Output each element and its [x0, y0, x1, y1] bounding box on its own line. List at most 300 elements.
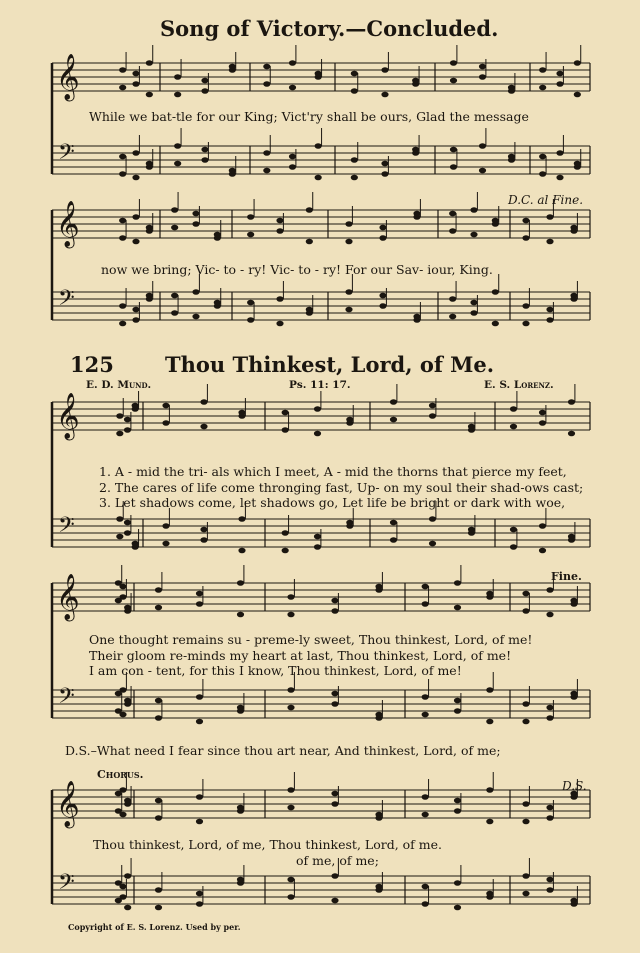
system-5-treble-notehead [124, 798, 131, 804]
system-4-treble-notehead [155, 605, 162, 611]
system-4-treble-notehead [375, 584, 382, 590]
system-2-treble-notehead [119, 218, 126, 224]
system-1-bass-notehead [146, 161, 153, 167]
system-3-treble-notehead [314, 431, 321, 437]
system-2-treble-notehead [192, 221, 199, 227]
ds-lyrics-line: D.S.–What need I fear since thou art near, And thinkest, Lord, of me; [65, 743, 501, 758]
chorus-bass-lyrics: of me, of me; [296, 853, 379, 868]
system-2-bass-notehead [492, 321, 499, 327]
system-2-treble-notehead [171, 225, 178, 231]
system-1-bass-notehead [289, 154, 296, 160]
page-title: Song of Victory.—Concluded. [160, 16, 499, 41]
system-2-treble-notehead [247, 232, 254, 238]
system-1-bass-notehead [174, 161, 181, 167]
system-3-treble-notehead [132, 403, 139, 409]
system-3-treble-notehead [429, 403, 436, 409]
system-3-treble-notehead [510, 424, 517, 430]
system-2-bass-notehead [345, 289, 352, 295]
system-1-bass-notehead [119, 171, 126, 177]
system-4-treble-notehead [155, 587, 162, 593]
system-2-treble-notehead [379, 225, 386, 231]
system-3-treble-clef: 𝄞 [56, 393, 80, 439]
system-5-bass-notehead [331, 873, 338, 879]
system-3-bass-notehead [124, 520, 131, 526]
system-4-bass-notehead [375, 712, 382, 718]
system-4-bass-clef: 𝄢 [58, 684, 75, 714]
system-1-bass-notehead [381, 161, 388, 167]
system-4-bass-notehead [196, 719, 203, 725]
system-1-treble-notehead [381, 92, 388, 98]
system-1-treble-notehead [539, 67, 546, 73]
system-2-bass-notehead [119, 321, 126, 327]
system-5-bass-notehead [522, 891, 529, 897]
hymn-number: 125 [70, 352, 114, 377]
system-1-bass-notehead [351, 175, 358, 181]
system-1-bass-clef: 𝄢 [58, 140, 75, 170]
system-2-bass-notehead [470, 310, 477, 316]
system-1-bass-notehead [289, 164, 296, 170]
system-5-treble-clef: 𝄞 [56, 781, 80, 827]
system-4-treble-notehead [570, 598, 577, 604]
system-1-bass-notehead [174, 143, 181, 149]
system-1-treble-notehead [201, 88, 208, 94]
system-5-bass-notehead [119, 884, 126, 890]
system-1-treble-notehead [508, 85, 515, 91]
system-1-bass-notehead [479, 143, 486, 149]
system-5-bass-notehead [570, 898, 577, 904]
system-4-treble-notehead [522, 591, 529, 597]
system-2-bass-notehead [276, 321, 283, 327]
chorus-lyrics: Thou thinkest, Lord, of me, Thou thinkest, Lord, of me. [93, 837, 443, 852]
system-3-bass-notehead [162, 523, 169, 529]
system-1-bass-notehead [315, 143, 322, 149]
system-3-bass-notehead [510, 544, 517, 550]
system-2-treble-notehead [470, 232, 477, 238]
author-credit: E. D. Mund. [86, 379, 152, 391]
system-2-bass-notehead [546, 317, 553, 323]
system-2-bass-notehead [345, 307, 352, 313]
system-2-treble-notehead [132, 239, 139, 245]
system-4-bass-notehead [422, 694, 429, 700]
system-5-bass-notehead [124, 905, 131, 911]
system-3-treble-notehead [510, 406, 517, 412]
section1-lyrics-line2: now we bring; Vic- to - ry! Vic- to - ry! For our Sav- iour, King. [101, 262, 493, 277]
system-2-bass-notehead [306, 307, 313, 313]
system-4-treble-notehead [422, 601, 429, 607]
system-1-bass-notehead [539, 154, 546, 160]
system-3-bass-notehead [429, 541, 436, 547]
system-5-bass-notehead [155, 905, 162, 911]
system-2-treble-notehead [522, 218, 529, 224]
scripture-reference: Ps. 11: 17. [289, 379, 351, 391]
system-3-bass-notehead [539, 548, 546, 554]
system-1-treble-notehead [132, 81, 139, 87]
system-2-treble-notehead [214, 232, 221, 238]
system-3-bass-notehead [314, 544, 321, 550]
system-4-bass-notehead [287, 687, 294, 693]
system-4-treble-notehead [422, 584, 429, 590]
system-2-treble-notehead [379, 235, 386, 241]
system-1-bass-notehead [119, 154, 126, 160]
system-1-bass-notehead [412, 147, 419, 153]
system-3-bass-notehead [116, 516, 123, 522]
system-1-bass-notehead [508, 154, 515, 160]
copyright-notice: Copyright of E. S. Lorenz. Used by per. [68, 922, 241, 932]
system-2-bass-notehead [379, 293, 386, 299]
verse-1-line1: 1. A - mid the tri- als which I meet, A - mid the thorns that pierce my feet, [99, 464, 567, 479]
system-4-treble-notehead [119, 594, 126, 600]
system-1-treble-notehead [574, 92, 581, 98]
system-1-bass-notehead [351, 157, 358, 163]
system-1-treble-notehead [556, 71, 563, 77]
system-4-treble-notehead [454, 580, 461, 586]
system-4-bass-notehead [331, 691, 338, 697]
dc-al-fine-marking: D.C. al Fine. [508, 193, 584, 207]
system-2-treble-notehead [449, 211, 456, 217]
system-3-treble-notehead [390, 417, 397, 423]
system-4-treble-notehead [237, 580, 244, 586]
verses-part2 [89, 632, 532, 679]
system-1-bass-notehead [574, 161, 581, 167]
system-3-treble-notehead [238, 410, 245, 416]
system-1-bass-notehead [132, 175, 139, 181]
system-3-bass-notehead [132, 541, 139, 547]
system-2-bass-notehead [379, 303, 386, 309]
system-3-treble-notehead [200, 399, 207, 405]
system-2-treble-notehead [449, 228, 456, 234]
system-1-treble-notehead [119, 67, 126, 73]
system-3-treble-notehead [116, 431, 123, 437]
system-4-treble-notehead [331, 608, 338, 614]
system-1-treble-notehead [174, 74, 181, 80]
system-3-bass-notehead [568, 534, 575, 540]
system-4-bass-notehead [119, 712, 126, 718]
section1-lyrics-line1: While we bat-tle for our King; Vict'ry shall be ours, Glad the message [89, 109, 529, 124]
system-3-treble-notehead [282, 427, 289, 433]
system-3-bass-notehead [162, 541, 169, 547]
system-5-treble-notehead [287, 787, 294, 793]
system-1-bass-notehead [229, 168, 236, 174]
system-5-treble-notehead [546, 815, 553, 821]
system-2-bass-notehead [132, 317, 139, 323]
system-4-bass-notehead [331, 701, 338, 707]
system-2-bass-notehead [119, 303, 126, 309]
system-1-treble-notehead [539, 85, 546, 91]
system-5-bass-notehead [155, 887, 162, 893]
system-2-bass-notehead [132, 307, 139, 313]
system-5-bass-clef: 𝄢 [58, 870, 75, 900]
verse-3-line1: 3. Let shadows come, let shadows go, Let life be bright or dark with woe, [99, 495, 566, 510]
system-3-treble-notehead [162, 403, 169, 409]
system-3-treble-notehead [468, 424, 475, 430]
system-2-bass-notehead [570, 293, 577, 299]
system-1-treble-notehead [289, 60, 296, 66]
system-5-bass-notehead [287, 877, 294, 883]
system-5-treble-notehead [454, 798, 461, 804]
system-1-treble-notehead [229, 64, 236, 70]
system-2-bass-clef: 𝄢 [58, 286, 75, 316]
system-1-treble-notehead [289, 85, 296, 91]
system-1-treble-notehead [351, 71, 358, 77]
system-5-treble-notehead [119, 812, 126, 818]
system-1-bass-notehead [263, 168, 270, 174]
system-3-bass-notehead [282, 530, 289, 536]
system-1-bass-notehead [556, 150, 563, 156]
system-4-bass-notehead [237, 705, 244, 711]
system-2-treble-notehead [492, 218, 499, 224]
system-2-treble-notehead [247, 214, 254, 220]
system-4-treble-notehead [287, 612, 294, 618]
system-5-treble-notehead [237, 805, 244, 811]
system-4-bass-notehead [155, 715, 162, 721]
system-2-bass-notehead [522, 321, 529, 327]
system-1-bass-notehead [479, 168, 486, 174]
system-5-bass-notehead [287, 894, 294, 900]
system-1-treble-notehead [315, 71, 322, 77]
system-1-treble-notehead [574, 60, 581, 66]
system-5-bass-notehead [454, 880, 461, 886]
system-2-bass-notehead [470, 300, 477, 306]
fine-marking: Fine. [551, 570, 582, 583]
system-4-bass-notehead [454, 708, 461, 714]
system-5-bass-notehead [119, 894, 126, 900]
system-3-bass-notehead [124, 530, 131, 536]
composer-credit: E. S. Lorenz. [484, 379, 554, 391]
system-2-bass-notehead [146, 293, 153, 299]
system-2-treble-notehead [132, 214, 139, 220]
system-4-treble-notehead [287, 594, 294, 600]
system-1-treble-notehead [174, 92, 181, 98]
system-2-bass-notehead [492, 289, 499, 295]
system-3-bass-notehead [238, 516, 245, 522]
system-3-treble-notehead [539, 410, 546, 416]
system-5-treble-notehead [155, 815, 162, 821]
system-1-treble-notehead [479, 74, 486, 80]
system-3-treble-notehead [539, 420, 546, 426]
system-4-treble-notehead [486, 591, 493, 597]
system-3-bass-notehead [429, 516, 436, 522]
system-2-treble-notehead [522, 235, 529, 241]
system-3-bass-notehead [468, 527, 475, 533]
system-5-treble-notehead [196, 794, 203, 800]
system-3-treble-notehead [429, 413, 436, 419]
system-5-bass-notehead [546, 887, 553, 893]
system-2-bass-notehead [192, 289, 199, 295]
system-3-bass-notehead [238, 548, 245, 554]
hymn-title: Thou Thinkest, Lord, of Me. [165, 352, 495, 377]
system-4-bass-notehead [546, 705, 553, 711]
system-5-bass-notehead [422, 884, 429, 890]
system-4-bass-notehead [454, 698, 461, 704]
system-5-bass-notehead [422, 901, 429, 907]
system-1-bass-notehead [201, 147, 208, 153]
system-2-treble-notehead [276, 218, 283, 224]
system-4-treble-notehead [196, 591, 203, 597]
system-5-treble-notehead [546, 805, 553, 811]
system-5-treble-notehead [196, 819, 203, 825]
verse-2-line2: Their gloom re-minds my heart at last, Thou thinkest, Lord, of me! [89, 647, 512, 663]
system-1-treble-notehead [119, 85, 126, 91]
system-5-bass-notehead [237, 877, 244, 883]
system-4-bass-notehead [546, 715, 553, 721]
system-3-bass-notehead [390, 520, 397, 526]
system-2-treble-notehead [119, 235, 126, 241]
system-5-treble-notehead [486, 787, 493, 793]
system-1-treble-notehead [146, 60, 153, 66]
system-5-treble-notehead [522, 819, 529, 825]
system-1-bass-notehead [315, 175, 322, 181]
system-4-bass-notehead [196, 694, 203, 700]
system-5-bass-notehead [454, 905, 461, 911]
system-1-treble-notehead [351, 88, 358, 94]
system-4-treble-notehead [331, 598, 338, 604]
system-1-treble-notehead [201, 78, 208, 84]
system-4-bass-notehead [119, 687, 126, 693]
system-5-bass-notehead [486, 891, 493, 897]
system-2-treble-notehead [413, 211, 420, 217]
system-4-treble-notehead [454, 605, 461, 611]
system-1-treble-notehead [450, 60, 457, 66]
system-3-treble-notehead [282, 410, 289, 416]
system-3-treble-notehead [200, 424, 207, 430]
system-4-bass-notehead [124, 698, 131, 704]
system-3-treble-notehead [568, 399, 575, 405]
system-5-bass-notehead [196, 891, 203, 897]
system-4-bass-notehead [522, 719, 529, 725]
system-3-bass-notehead [116, 534, 123, 540]
system-2-bass-notehead [171, 293, 178, 299]
system-1-bass-notehead [556, 175, 563, 181]
system-1-treble-notehead [132, 71, 139, 77]
system-2-treble-notehead [306, 207, 313, 213]
system-5-treble-notehead [486, 819, 493, 825]
system-4-treble-clef: 𝄞 [56, 574, 80, 620]
system-3-bass-notehead [390, 537, 397, 543]
system-3-bass-notehead [314, 534, 321, 540]
system-5-bass-notehead [522, 873, 529, 879]
system-3-bass-notehead [200, 527, 207, 533]
system-2-bass-notehead [214, 300, 221, 306]
system-2-bass-notehead [247, 300, 254, 306]
system-1-bass-notehead [450, 147, 457, 153]
system-2-treble-notehead [146, 225, 153, 231]
system-1-treble-notehead [479, 64, 486, 70]
system-4-bass-notehead [287, 705, 294, 711]
system-5-bass-notehead [375, 884, 382, 890]
system-1-bass-notehead [132, 150, 139, 156]
system-2-treble-notehead [192, 211, 199, 217]
system-1-bass-notehead [381, 171, 388, 177]
system-2-treble-clef: 𝄞 [56, 201, 80, 247]
system-4-bass-notehead [486, 719, 493, 725]
system-1-treble-notehead [556, 81, 563, 87]
system-5-treble-notehead [454, 808, 461, 814]
verse-2-line1: 2. The cares of life come thronging fast, Up- on my soul their shad-ows cast; [99, 479, 584, 495]
system-3-treble-notehead [124, 427, 131, 433]
system-1-treble-notehead [450, 78, 457, 84]
system-3-treble-notehead [390, 399, 397, 405]
system-3-treble-notehead [568, 431, 575, 437]
system-5-treble-notehead [155, 798, 162, 804]
system-4-treble-notehead [546, 587, 553, 593]
system-2-bass-notehead [449, 314, 456, 320]
chorus-label: Chorus. [97, 768, 144, 781]
system-4-treble-notehead [522, 608, 529, 614]
system-2-bass-notehead [546, 307, 553, 313]
system-5-bass-notehead [196, 901, 203, 907]
system-2-treble-notehead [546, 239, 553, 245]
system-4-treble-notehead [124, 605, 131, 611]
system-2-treble-notehead [345, 221, 352, 227]
system-2-treble-notehead [546, 214, 553, 220]
system-5-treble-notehead [422, 812, 429, 818]
system-4-treble-notehead [196, 601, 203, 607]
system-3-bass-notehead [510, 527, 517, 533]
system-2-bass-notehead [192, 314, 199, 320]
system-5-treble-notehead [331, 791, 338, 797]
system-3-bass-notehead [539, 523, 546, 529]
system-3-bass-notehead [346, 520, 353, 526]
system-1-treble-notehead [263, 64, 270, 70]
system-2-treble-notehead [276, 228, 283, 234]
system-5-treble-notehead [331, 801, 338, 807]
system-3-treble-notehead [116, 413, 123, 419]
system-4-bass-notehead [422, 712, 429, 718]
system-4-bass-notehead [570, 691, 577, 697]
system-1-bass-notehead [450, 164, 457, 170]
system-2-bass-notehead [413, 314, 420, 320]
system-4-treble-notehead [119, 584, 126, 590]
system-1-treble-notehead [263, 81, 270, 87]
system-5-treble-notehead [119, 787, 126, 793]
system-5-bass-notehead [124, 873, 131, 879]
system-4-treble-notehead [237, 612, 244, 618]
system-1-treble-notehead [381, 67, 388, 73]
system-5-bass-notehead [331, 898, 338, 904]
system-3-bass-notehead [282, 548, 289, 554]
system-1-treble-clef: 𝄞 [56, 54, 80, 100]
system-3-treble-notehead [346, 417, 353, 423]
verse-1-line2: One thought remains su - preme-ly sweet, Thou thinkest, Lord, of me! [89, 632, 533, 647]
system-4-treble-notehead [546, 612, 553, 618]
system-2-bass-notehead [276, 296, 283, 302]
system-1-bass-notehead [201, 157, 208, 163]
system-3-treble-notehead [124, 417, 131, 423]
system-4-bass-notehead [486, 687, 493, 693]
system-3-bass-clef: 𝄢 [58, 513, 75, 543]
system-1-treble-notehead [146, 92, 153, 98]
system-2-bass-notehead [522, 303, 529, 309]
system-2-treble-notehead [570, 225, 577, 231]
system-2-bass-notehead [171, 310, 178, 316]
system-2-bass-notehead [247, 317, 254, 323]
system-3-bass-notehead [200, 537, 207, 543]
system-5-treble-notehead [522, 801, 529, 807]
verse-3-line2: I am con - tent, for this I know, Thou thinkest, Lord, of me! [89, 663, 462, 678]
verses-part1 [99, 464, 583, 511]
system-2-treble-notehead [345, 239, 352, 245]
system-2-treble-notehead [171, 207, 178, 213]
system-5-treble-notehead [375, 812, 382, 818]
system-2-treble-notehead [306, 239, 313, 245]
system-5-bass-notehead [546, 877, 553, 883]
system-1-treble-notehead [412, 78, 419, 84]
system-3-treble-notehead [314, 406, 321, 412]
system-1-bass-notehead [539, 171, 546, 177]
system-3-treble-notehead [162, 420, 169, 426]
system-2-bass-notehead [449, 296, 456, 302]
system-4-bass-notehead [522, 701, 529, 707]
